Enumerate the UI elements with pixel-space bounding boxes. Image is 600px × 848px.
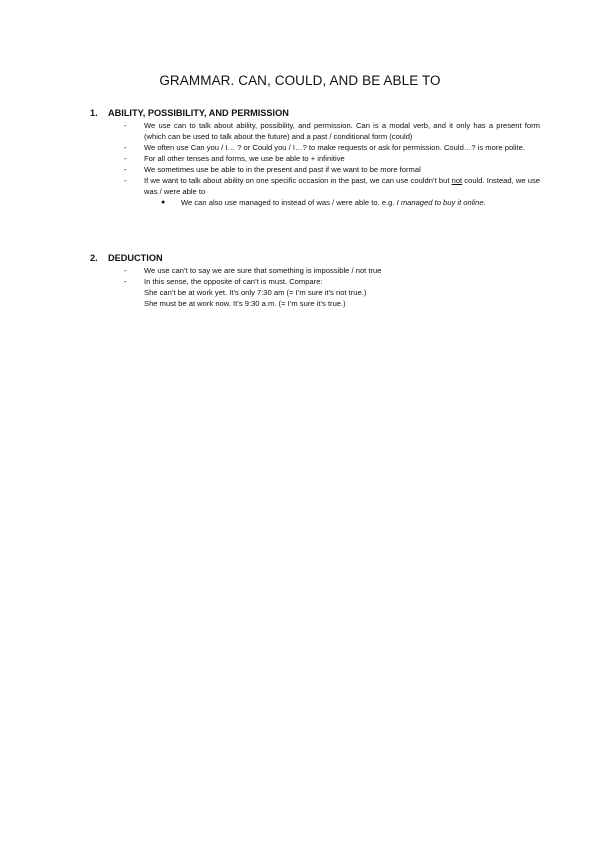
dash-marker: - [124,266,127,275]
item-text: If we want to talk about ability on one specific occasion in the past, we can use couldn’t but [144,176,450,185]
example-sentence: She must be at work now. It’s 9:30 a.m. (= I’m sure it’s true.) [144,299,346,308]
sub-item-end: . [483,198,486,207]
page-title: GRAMMAR. CAN, COULD, AND BE ABLE TO [159,73,441,88]
dash-marker: - [124,143,127,152]
list-item [90,276,540,309]
dash-marker: - [124,154,127,163]
section-ability [90,107,540,208]
section-heading [90,252,540,264]
example-sentence: She can’t be at work yet. It’s only 7:30 am (= I’m sure it’s not true.) [144,288,367,297]
item-text: We use can’t to say we are sure that something is impossible / not true [144,266,382,275]
item-text-continued: could. Instead, we use was / were able to [144,176,540,196]
item-text: For all other tenses and forms, we use be able to + infinitive [144,154,345,163]
bullet-list [90,120,540,197]
section-heading [90,107,540,119]
sub-item-text: We can also use managed to instead of was / were able to. e.g. [181,198,395,207]
bullet-list [90,265,540,309]
section-number: 2. [90,253,98,263]
sub-list-item [90,197,540,208]
example-italic: I managed to buy it online [396,198,484,207]
list-item [90,120,540,142]
dash-marker: - [124,176,127,185]
item-text: In this sense, the opposite of can’t is must. Compare: [144,277,323,286]
list-item [90,153,540,164]
list-item [90,164,540,175]
section-deduction [90,252,540,309]
underlined-word: not [451,176,463,185]
dash-marker: - [124,277,127,286]
item-text: We use can to talk about ability, possibility, and permission. Can is a modal verb, and it only has a present form (which can be used to talk about the future) and a past / conditional form (could) [144,121,540,141]
list-item [90,265,540,276]
list-item [90,142,540,153]
list-item [90,175,540,197]
section-title: ABILITY, POSSIBILITY, AND PERMISSION [108,108,289,118]
item-text: We often use Can you / I… ? or Could you / I…? to make requests or ask for permission. Could…? is more polite. [144,143,525,152]
bullet-icon: ● [161,199,166,206]
section-title: DEDUCTION [108,253,163,263]
dash-marker: - [124,165,127,174]
section-number: 1. [90,108,98,118]
dash-marker: - [124,121,127,130]
item-text: We sometimes use be able to in the present and past if we want to be more formal [144,165,421,174]
